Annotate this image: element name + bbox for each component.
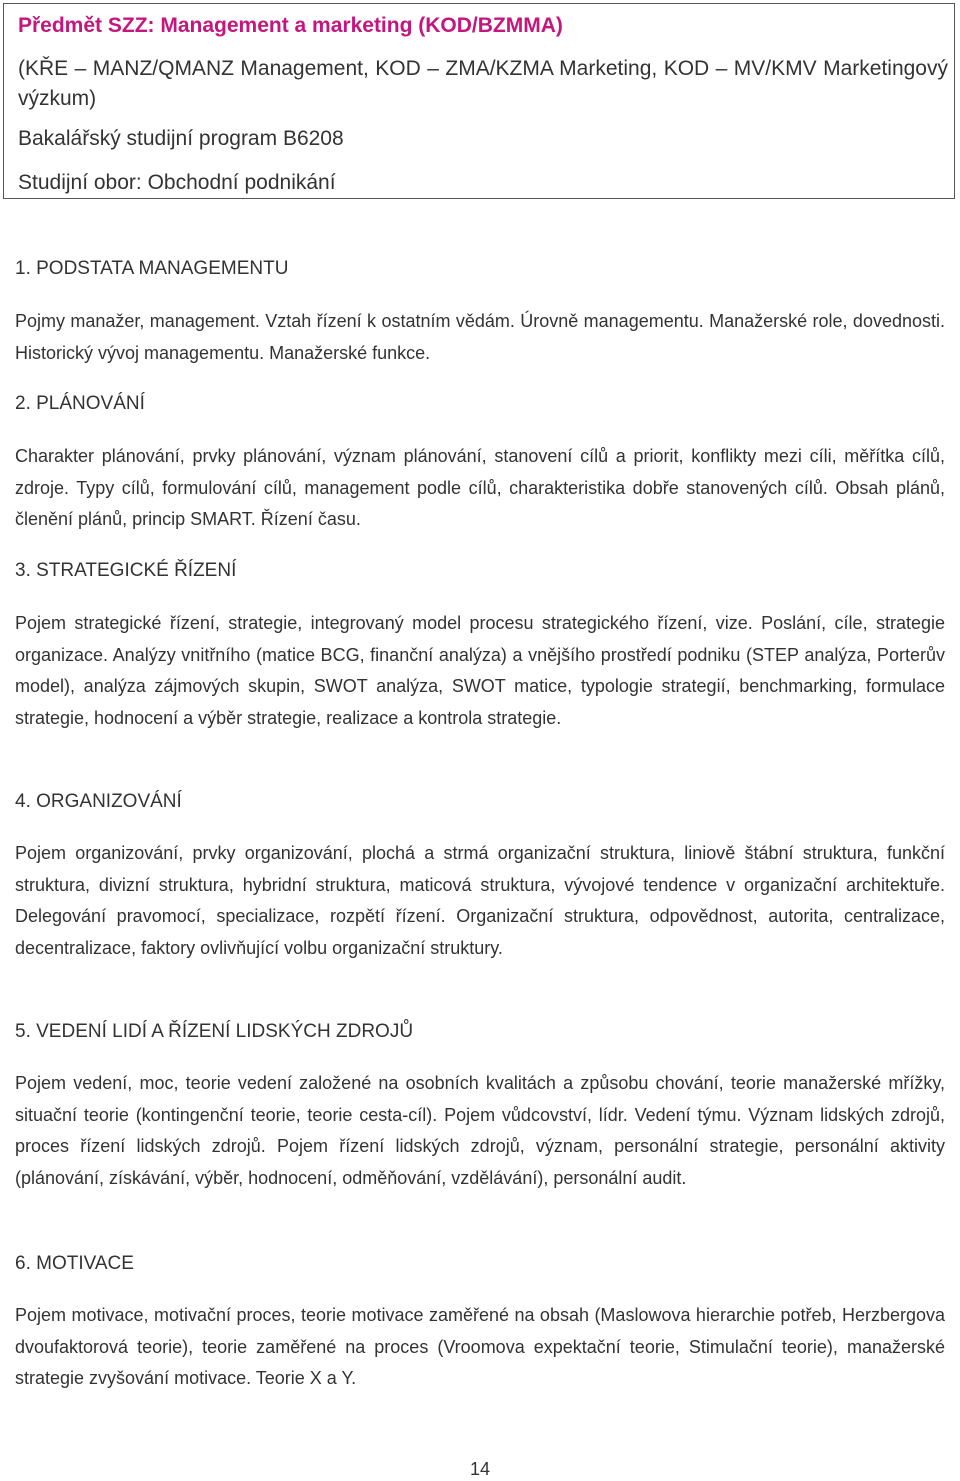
study-field: Studijní obor: Obchodní podnikání xyxy=(18,171,336,194)
course-title: Předmět SZZ: Management a marketing (KOD/BZMMA) xyxy=(18,14,563,37)
section-5-body: Pojem vedení, moc, teorie vedení založené na osobních kvalitách a způsobu chování, teorie manažerské mřížky, situační teorie (kontingenční teorie, teorie cesta-cíl). Pojem vůdcovství, lídr. Vedení týmu. Význam lidských zdrojů, proces řízení lidských zdrojů. Pojem řízení lidských zdrojů, význam, personální strategie, personální aktivity (plánování, získávání, výběr, hodnocení, odměňování, vzdělávání), personální audit. xyxy=(15,1073,945,1188)
page-number: 14 xyxy=(469,1459,491,1479)
header-box xyxy=(3,3,955,199)
section-3-body: Pojem strategické řízení, strategie, integrovaný model procesu strategického řízení, vize. Poslání, cíle, strategie organizace. Analýzy vnitřního (matice BCG, finanční analýza) a vnějšího prostředí podniku (STEP analýza, Porterův model), analýza zájmových skupin, SWOT analýza, SWOT matice, typologie strategií, benchmarking, formulace strategie, hodnocení a výběr strategie, realizace a kontrola strategie. xyxy=(15,613,945,728)
section-4-body: Pojem organizování, prvky organizování, plochá a strmá organizační struktura, liniově štábní struktura, funkční struktura, divizní struktura, hybridní struktura, maticová struktura, vývojové tendence v organizační architektuře. Delegování pravomocí, specializace, rozpětí řízení. Organizační struktura, odpovědnost, autorita, centralizace, decentralizace, faktory ovlivňující volbu organizační struktury. xyxy=(15,843,945,958)
course-codes: (KŘE – MANZ/QMANZ Management, KOD – ZMA/KZMA Marketing, KOD – MV/KMV Marketingový výzkum) xyxy=(18,57,948,110)
section-6-heading: 6. MOTIVACE xyxy=(15,1253,134,1274)
section-1-body: Pojmy manažer, management. Vztah řízení k ostatním vědám. Úrovně managementu. Manažerské role, dovednosti. Historický vývoj managementu. Manažerské funkce. xyxy=(15,311,945,363)
study-program: Bakalářský studijní program B6208 xyxy=(18,127,344,150)
section-4-heading: 4. ORGANIZOVÁNÍ xyxy=(15,791,182,812)
section-2-heading: 2. PLÁNOVÁNÍ xyxy=(15,393,145,414)
section-1-heading: 1. PODSTATA MANAGEMENTU xyxy=(15,258,289,279)
section-5-heading: 5. VEDENÍ LIDÍ A ŘÍZENÍ LIDSKÝCH ZDROJŮ xyxy=(15,1021,414,1042)
section-3-heading: 3. STRATEGICKÉ ŘÍZENÍ xyxy=(15,560,237,581)
section-6-body: Pojem motivace, motivační proces, teorie motivace zaměřené na obsah (Maslowova hierarchie potřeb, Herzbergova dvoufaktorová teorie), teorie zaměřené na proces (Vroomova expektační teorie, Stimulační teorie), manažerské strategie zvyšování motivace. Teorie X a Y. xyxy=(15,1305,945,1388)
section-2-body: Charakter plánování, prvky plánování, význam plánování, stanovení cílů a priorit, konflikty mezi cíli, měřítka cílů, zdroje. Typy cílů, formulování cílů, management podle cílů, charakteristika dobře stanovených cílů. Obsah plánů, členění plánů, princip SMART. Řízení času. xyxy=(15,446,945,529)
